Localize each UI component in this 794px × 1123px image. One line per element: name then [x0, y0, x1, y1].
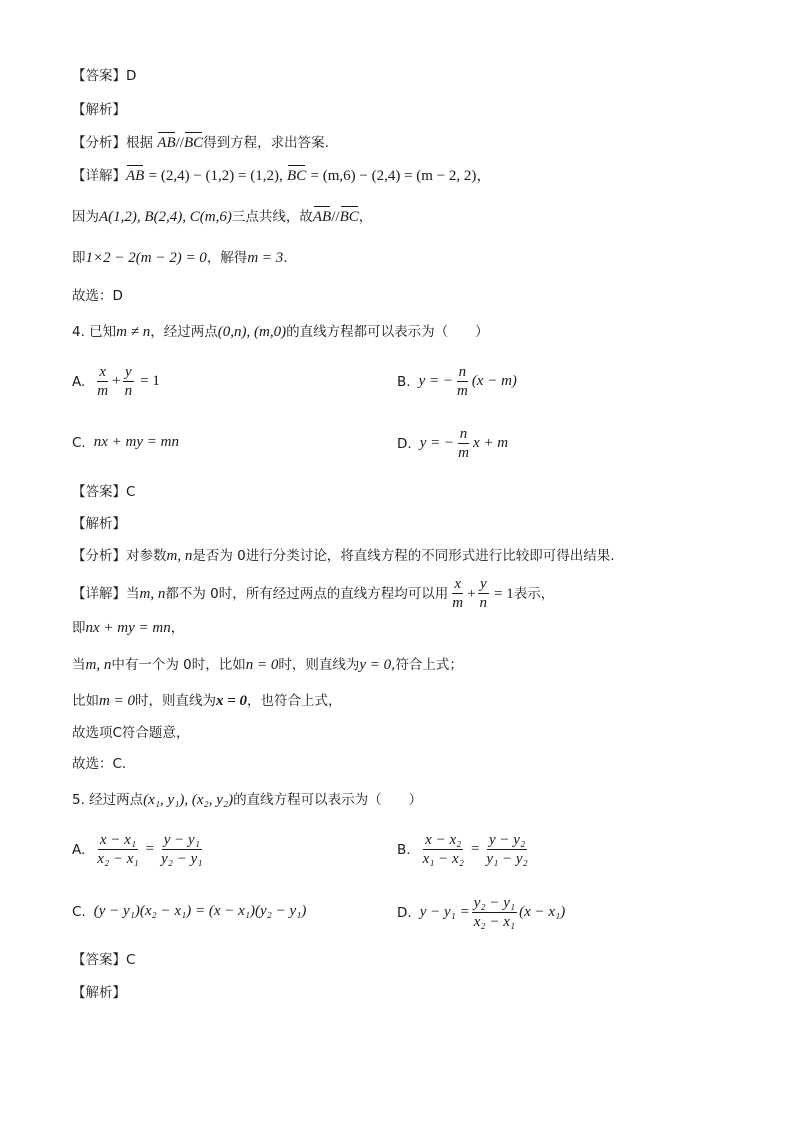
numerator: y − y₁: [163, 832, 200, 848]
vector-ab: AB: [157, 135, 176, 151]
q5-analysis-heading: [72, 983, 126, 1003]
answer-tag: 【答案】: [72, 68, 126, 84]
fraction: [450, 576, 465, 611]
q5-option-b[interactable]: [397, 832, 532, 867]
answer-tag: 【答案】: [72, 484, 126, 500]
text: 都不为 0时，所有经过两点的直线方程均可以用: [165, 585, 449, 602]
q4-option-a[interactable]: [72, 364, 160, 399]
text: 时，则直线为: [278, 657, 360, 673]
q3-answer: [72, 66, 136, 86]
stem-text: 的直线方程都可以表示为（ ）: [286, 324, 489, 340]
numerator: y: [125, 364, 132, 380]
option-label: B.: [397, 373, 411, 390]
q5-option-c[interactable]: [72, 903, 306, 920]
q3-analysis-heading: [72, 100, 126, 120]
text: 比如: [72, 693, 99, 709]
analysis-tag: 【解析】: [72, 102, 126, 118]
plus: +: [467, 585, 476, 602]
option-label: C.: [72, 903, 86, 920]
fraction: [478, 576, 490, 611]
params: m, n: [166, 548, 193, 564]
stem-text: 的直线方程可以表示为（ ）: [233, 792, 423, 808]
text: 时，则直线为: [134, 693, 216, 709]
q4-detail-line2: [72, 618, 184, 638]
vector-ab: AB: [126, 168, 145, 184]
fraction: [455, 364, 470, 399]
denominator: y₁ − y₂: [486, 851, 528, 867]
rhs: (x − m): [471, 373, 517, 389]
numerator: x: [99, 364, 107, 380]
analysis-tag: 【解析】: [72, 985, 126, 1001]
equation: m = 0: [99, 693, 135, 709]
vector-bc: BC: [339, 209, 359, 225]
text: .: [283, 250, 288, 266]
text: ，也符合上式，: [247, 693, 342, 709]
choose-text: 故选：D: [72, 288, 123, 304]
q3-choose: [72, 286, 123, 306]
text: ,符合上式；: [391, 657, 463, 673]
points: (x₁, y₁), (x₂, y₂): [143, 792, 234, 808]
params: m, n: [85, 657, 112, 673]
q5-option-d[interactable]: [397, 895, 565, 930]
answer-tag: 【答案】: [72, 952, 126, 968]
numerator: y₂ − y₁: [473, 895, 516, 911]
text: 当: [126, 585, 140, 602]
equation: 1×2 − 2(m − 2) = 0: [85, 250, 207, 266]
fenxi-tag: 【分析】: [72, 135, 126, 151]
equation: = (m,6) − (2,4) = (m − 2, 2)，: [310, 168, 492, 184]
numerator: y − y₂: [489, 832, 526, 848]
q4-fenxi: [72, 546, 615, 566]
denominator: x₂ − x₁: [97, 851, 139, 867]
text: ，: [358, 209, 373, 225]
denominator: m: [452, 595, 464, 611]
text: 中有一个为 0时，比如: [111, 657, 246, 673]
fraction: [95, 832, 140, 867]
stem-text: 4. 已知: [72, 324, 117, 340]
rhs: = 1: [494, 585, 514, 602]
text: 故选项C符合题意，: [72, 725, 190, 741]
stem-text: 5. 经过两点: [72, 792, 144, 808]
option-label: A.: [72, 373, 86, 390]
fraction: [95, 364, 110, 399]
text: 对参数: [126, 548, 167, 564]
equation: (y − y₁)(x₂ − x₁) = (x − x₁)(y₂ − y₁): [93, 903, 307, 919]
parallel-sign: //: [175, 135, 184, 151]
lhs: y = −: [418, 373, 453, 389]
fenxi-tag: 【分析】: [72, 548, 126, 564]
q4-detail-line3: [72, 655, 463, 675]
detail-tag: 【详解】: [72, 585, 126, 602]
q4-option-d[interactable]: [397, 426, 508, 461]
fraction: [456, 426, 471, 461]
text: 即: [72, 250, 86, 266]
parallel-sign: //: [331, 209, 340, 225]
answer-value: C: [126, 952, 136, 968]
text: 是否为 0进行分类讨论，将直线方程的不同形式进行比较即可得出结果.: [192, 548, 615, 564]
fenxi-text: 根据: [126, 135, 153, 151]
q4-stem: [72, 322, 489, 342]
equation: n = 0: [245, 657, 279, 673]
q4-option-c[interactable]: [72, 434, 179, 451]
fenxi-text: 得到方程，求出答案.: [203, 135, 329, 151]
numerator: n: [459, 426, 468, 442]
text: 即: [72, 620, 86, 636]
option-label: A.: [72, 841, 86, 858]
numerator: n: [458, 364, 467, 380]
q4-detail: [72, 576, 554, 611]
q4-option-b[interactable]: [397, 364, 517, 399]
q5-option-a[interactable]: [72, 832, 207, 867]
rhs: x + m: [472, 435, 509, 451]
q3-detail-line3: [72, 248, 288, 268]
text: 因为: [72, 209, 99, 225]
numerator: x − x₂: [425, 832, 462, 848]
equation: = (2,4) − (1,2) = (1,2),: [148, 168, 283, 184]
answer-value: C: [126, 484, 136, 500]
fraction: [472, 895, 517, 930]
denominator: m: [456, 383, 468, 399]
equals: =: [470, 841, 480, 857]
lhs: y = −: [419, 435, 455, 451]
numerator: x − x₁: [99, 832, 137, 848]
answer-value: D: [126, 68, 137, 84]
q3-detail-line2: [72, 207, 372, 227]
q4-detail-line4: [72, 691, 342, 711]
points: A(1,2), B(2,4), C(m,6): [99, 209, 232, 225]
equals: =: [145, 841, 155, 857]
rhs: = 1: [140, 373, 160, 389]
equation: y = 0: [359, 657, 392, 673]
q4-detail-line5: [72, 723, 189, 743]
text: 表示，: [513, 585, 555, 602]
denominator: x₁ − x₂: [422, 851, 464, 867]
params: m, n: [139, 585, 166, 602]
vector-bc: BC: [183, 135, 204, 151]
fraction: [484, 832, 529, 867]
vector-bc: BC: [287, 168, 307, 184]
fraction: [421, 832, 466, 867]
detail-tag: 【详解】: [72, 168, 126, 184]
points: (0,n), (m,0): [217, 324, 287, 340]
text: 当: [72, 657, 86, 673]
denominator: n: [124, 383, 133, 399]
option-label: B.: [397, 841, 411, 858]
option-label: D.: [397, 904, 412, 921]
fraction: [123, 364, 135, 399]
denominator: n: [479, 595, 488, 611]
denominator: x₂ − x₁: [473, 914, 516, 930]
q5-answer: [72, 950, 135, 970]
denominator: y₂ − y₁: [161, 851, 203, 867]
option-label: D.: [397, 435, 412, 452]
equation: nx + my = mn: [85, 620, 171, 636]
choose-text: 故选：C.: [72, 756, 127, 772]
numerator: x: [454, 576, 461, 592]
equation: x = 0: [215, 693, 248, 709]
numerator: y: [479, 576, 487, 592]
q4-answer: [72, 482, 135, 502]
q5-stem: [72, 790, 422, 810]
rhs: (x − x₁): [519, 904, 566, 920]
text: 三点共线，故: [231, 209, 313, 225]
text: ，: [170, 620, 185, 636]
fraction: [159, 832, 204, 867]
q4-analysis-heading: [72, 514, 126, 534]
q3-detail: [72, 166, 491, 186]
equation: nx + my = mn: [93, 434, 179, 450]
denominator: m: [97, 383, 109, 399]
analysis-tag: 【解析】: [72, 516, 126, 532]
plus: +: [112, 373, 121, 389]
condition: m ≠ n: [116, 324, 151, 340]
result: m = 3: [247, 250, 284, 266]
lhs: y − y₁ =: [419, 904, 470, 920]
vector-ab: AB: [312, 209, 332, 225]
option-label: C.: [72, 434, 86, 451]
denominator: m: [458, 445, 469, 461]
q4-choose: [72, 754, 126, 774]
q3-fenxi: [72, 133, 329, 153]
text: ，解得: [206, 250, 248, 266]
stem-text: ，经过两点: [150, 324, 218, 340]
